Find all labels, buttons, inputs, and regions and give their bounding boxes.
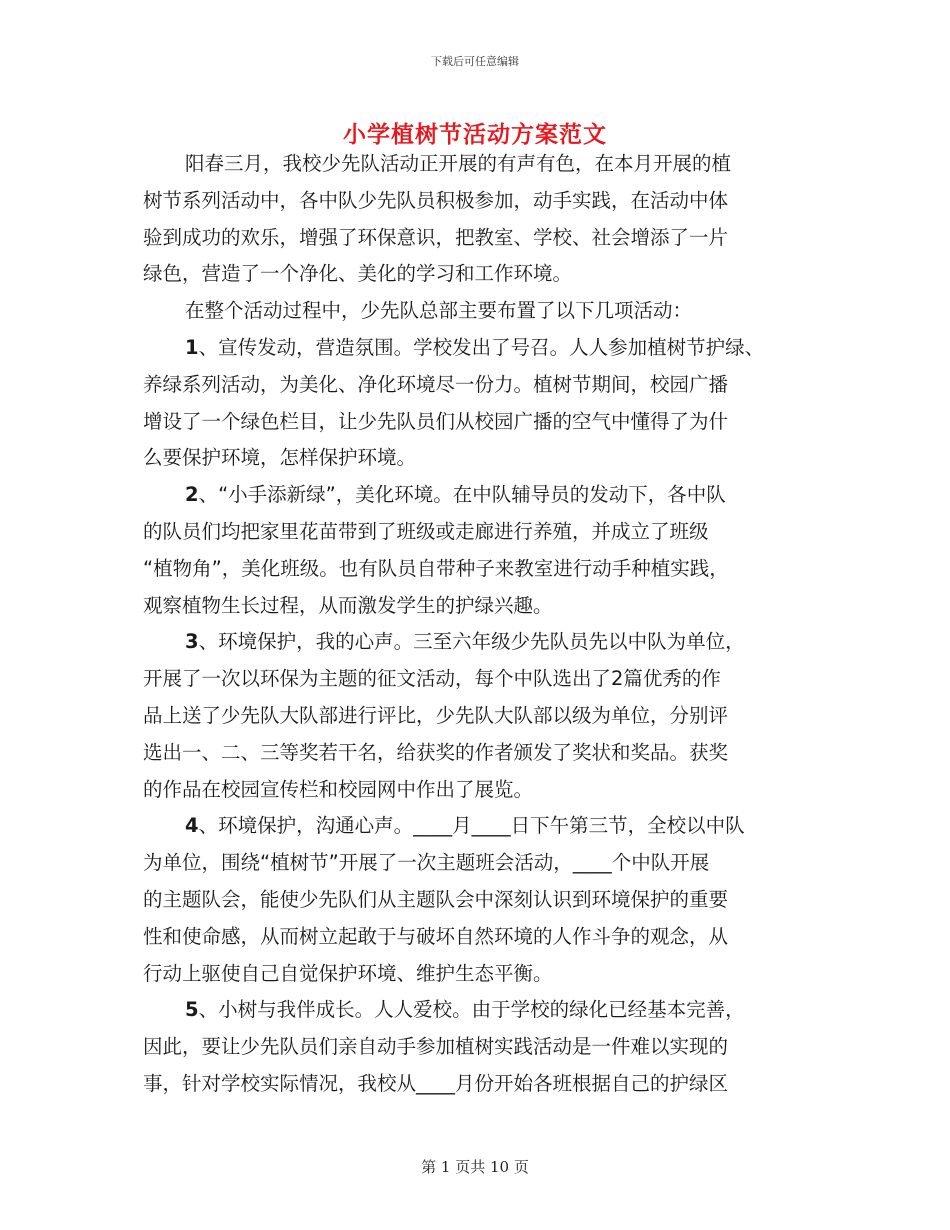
line-text: 开展了一次以环保为主题的征文活动，每个中队选出了2篇优秀的作 [143, 667, 721, 691]
text-line [143, 404, 811, 441]
text-line [143, 1066, 811, 1103]
line-text: 选出一、二、三等奖若干名，给获奖的作者颁发了奖状和奖品。获奖 [143, 740, 729, 764]
line-text: 事，针对学校实际情况，我校从____月份开始各班根据自己的护绿区 [143, 1071, 729, 1095]
text-line [143, 992, 811, 1029]
line-text: 的主题队会，能使少先队们从主题队会中深刻认识到环境保护的重要 [143, 887, 729, 911]
line-text: 、环境保护，我的心声。三至六年级少先队员先以中队为单位， [198, 630, 745, 654]
line-text: 增设了一个绿色栏目，让少先队员们从校园广播的空气中懂得了为什 [143, 409, 729, 433]
document-body [143, 146, 811, 1103]
text-line [143, 735, 811, 772]
text-line [143, 514, 811, 551]
text-line [143, 772, 811, 809]
line-text: 为单位，围绕“植树节”开展了一次主题班会活动，____个中队开展 [143, 851, 710, 875]
item-number: 3 [185, 630, 199, 654]
line-text: 品上送了少先队大队部进行评比，少先队大队部以级为单位，分别评 [143, 703, 729, 727]
line-text: 阳春三月，我校少先队活动正开展的有声有色，在本月开展的植 [185, 152, 732, 175]
paragraph [143, 624, 811, 808]
item-number: 2 [185, 483, 199, 507]
line-text: 绿色，营造了一个净化、美化的学习和工作环境。 [143, 262, 573, 286]
line-text: 的队员们均把家里花苗带到了班级或走廊进行养殖，并成立了班级 [143, 519, 709, 543]
text-line [143, 330, 811, 367]
item-number: 4 [185, 814, 199, 838]
line-text: 验到成功的欢乐，增强了环保意识，把教室、学校、社会增添了一片 [143, 225, 729, 249]
paragraph [143, 146, 811, 293]
text-line [143, 146, 811, 183]
paragraph [143, 477, 811, 624]
text-line [143, 477, 811, 514]
paragraph [143, 330, 811, 477]
text-line [143, 293, 811, 330]
line-text: 在整个活动过程中，少先队总部主要布置了以下几项活动： [185, 299, 693, 323]
line-text: 的作品在校园宣传栏和校园网中作出了展览。 [143, 777, 534, 801]
text-line [143, 367, 811, 404]
text-line [143, 220, 811, 257]
line-text: “植物角”，美化班级。也有队员自带种子来教室进行动手种植实践， [143, 556, 729, 580]
paragraph [143, 992, 811, 1102]
page-footer: 第 1 页共 10 页 [421, 1158, 529, 1176]
line-text: 、小树与我伴成长。人人爱校。由于学校的绿化已经基本完善， [198, 998, 745, 1022]
line-text: 树节系列活动中，各中队少先队员积极参加，动手实践，在活动中体 [143, 188, 729, 212]
item-number: 1 [185, 335, 199, 359]
line-text: 、宣传发动，营造氛围。学校发出了号召。人人参加植树节护绿、 [198, 335, 765, 359]
line-text: 性和使命感，从而树立起敢于与破坏自然环境的人作斗争的观念，从 [143, 924, 729, 948]
text-line [143, 956, 811, 993]
text-line [143, 661, 811, 698]
paragraph [143, 293, 811, 330]
header-note: 下载后可任意编辑 [431, 55, 519, 68]
text-line [143, 808, 811, 845]
text-line [143, 624, 811, 661]
text-line [143, 845, 811, 882]
line-text: 么要保护环境，怎样保护环境。 [143, 446, 417, 470]
document-title: 小学植树节活动方案范文 [343, 122, 607, 148]
text-line [143, 882, 811, 919]
text-line [143, 551, 811, 588]
line-text: 行动上驱使自己自觉保护环境、维护生态平衡。 [143, 961, 553, 985]
text-line [143, 698, 811, 735]
paragraph [143, 808, 811, 992]
text-line [143, 588, 811, 625]
text-line [143, 1029, 811, 1066]
text-line [143, 440, 811, 477]
text-line [143, 919, 811, 956]
line-text: 养绿系列活动，为美化、净化环境尽一份力。植树节期间，校园广播 [143, 372, 729, 396]
text-line [143, 183, 811, 220]
text-line [143, 256, 811, 293]
line-text: 观察植物生长过程，从而激发学生的护绿兴趣。 [143, 593, 553, 617]
line-text: 、环境保护，沟通心声。____月____日下午第三节，全校以中队 [198, 814, 745, 838]
line-text: 、“小手添新绿”，美化环境。在中队辅导员的发动下，各中队 [198, 483, 726, 507]
item-number: 5 [185, 998, 199, 1022]
line-text: 因此，要让少先队员们亲自动手参加植树实践活动是一件难以实现的 [143, 1035, 729, 1059]
